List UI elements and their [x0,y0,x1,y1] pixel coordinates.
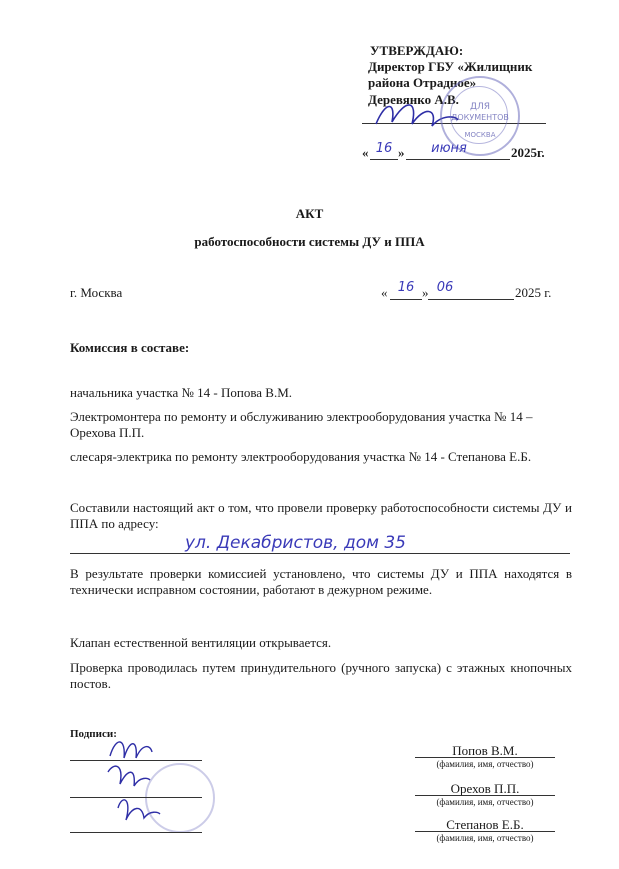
paragraph-3: Клапан естественной вентиляции открывается. [70,635,332,650]
date-day-line [390,299,422,300]
stamp-text-2: ДОКУМЕНТОВ [451,113,509,122]
signer-name-2: Орехов П.П. [450,781,520,796]
commission-member-1: начальника участка № 14 - Попова В.М. [70,385,293,400]
paragraph-4: Проверка проводилась путем принудительного (ручного запуска) с этажных кнопочных постов. [70,660,572,691]
approval-day-line [370,159,398,160]
approval-month-line [406,159,510,160]
stamp-text-1: ДЛЯ [469,102,491,112]
approval-title: УТВЕРЖДАЮ: [370,43,464,58]
signature-line-3 [70,832,202,833]
approval-line-3: Деревянко А.В. [368,92,459,107]
address-line [70,553,570,554]
approval-date-quote-close: » [398,145,405,160]
date-quote-close: » [422,285,429,300]
signer-caption-1: (фамилия, имя, отчество) [436,759,534,769]
approval-date-day: 16 [375,141,393,156]
signer-name-1: Попов В.М. [452,743,518,758]
signatures-heading: Подписи: [70,728,117,740]
signer-caption-2: (фамилия, имя, отчество) [436,797,534,807]
signature-line-1 [70,760,202,761]
act-subtitle: работоспособности системы ДУ и ППА [194,234,425,249]
approval-date-year: 2025г. [511,145,545,160]
paragraph-2: В результате проверки комиссией установлено, что системы ДУ и ППА находятся в технически исправном состоянии, работают в дежурном режиме. [70,566,572,597]
stamp-text-3: МОСКВА [464,131,496,139]
city: г. Москва [70,285,123,300]
address-handwritten: ул. Декабристов, дом 35 [185,533,406,553]
commission-member-2: Электромонтера по ремонту и обслуживанию электрооборудования участка № 14 – Орехова П.П. [70,409,533,440]
act-title: АКТ [295,206,324,221]
signer-name-line-1 [415,757,555,758]
signatures-scribbles [70,728,230,848]
date-year: 2025 г. [515,285,552,300]
date-quote-open: « [381,285,388,300]
signature-line-2 [70,797,202,798]
signer-name-line-3 [415,831,555,832]
signer-caption-3: (фамилия, имя, отчество) [436,833,534,843]
date-month-line [428,299,514,300]
commission-heading: Комиссия в составе: [70,340,190,355]
signer-name-line-2 [415,795,555,796]
date-month: 06 [436,280,454,295]
date-day: 16 [397,280,415,295]
approval-date-quote-open: « [362,145,369,160]
paragraph-1: Составили настоящий акт о том, что провели проверку работоспособности системы ДУ и ППА по адресу: [70,500,572,531]
approval-date-month: июня [431,141,467,156]
commission-member-3: слесаря-электрика по ремонту электрооборудования участка № 14 - Степанова Е.Б. [70,449,532,464]
signer-name-3: Степанов Е.Б. [446,817,524,832]
approval-line-1: Директор ГБУ «Жилищник [368,59,533,74]
approval-line-2: района Отрадное» [368,75,477,90]
